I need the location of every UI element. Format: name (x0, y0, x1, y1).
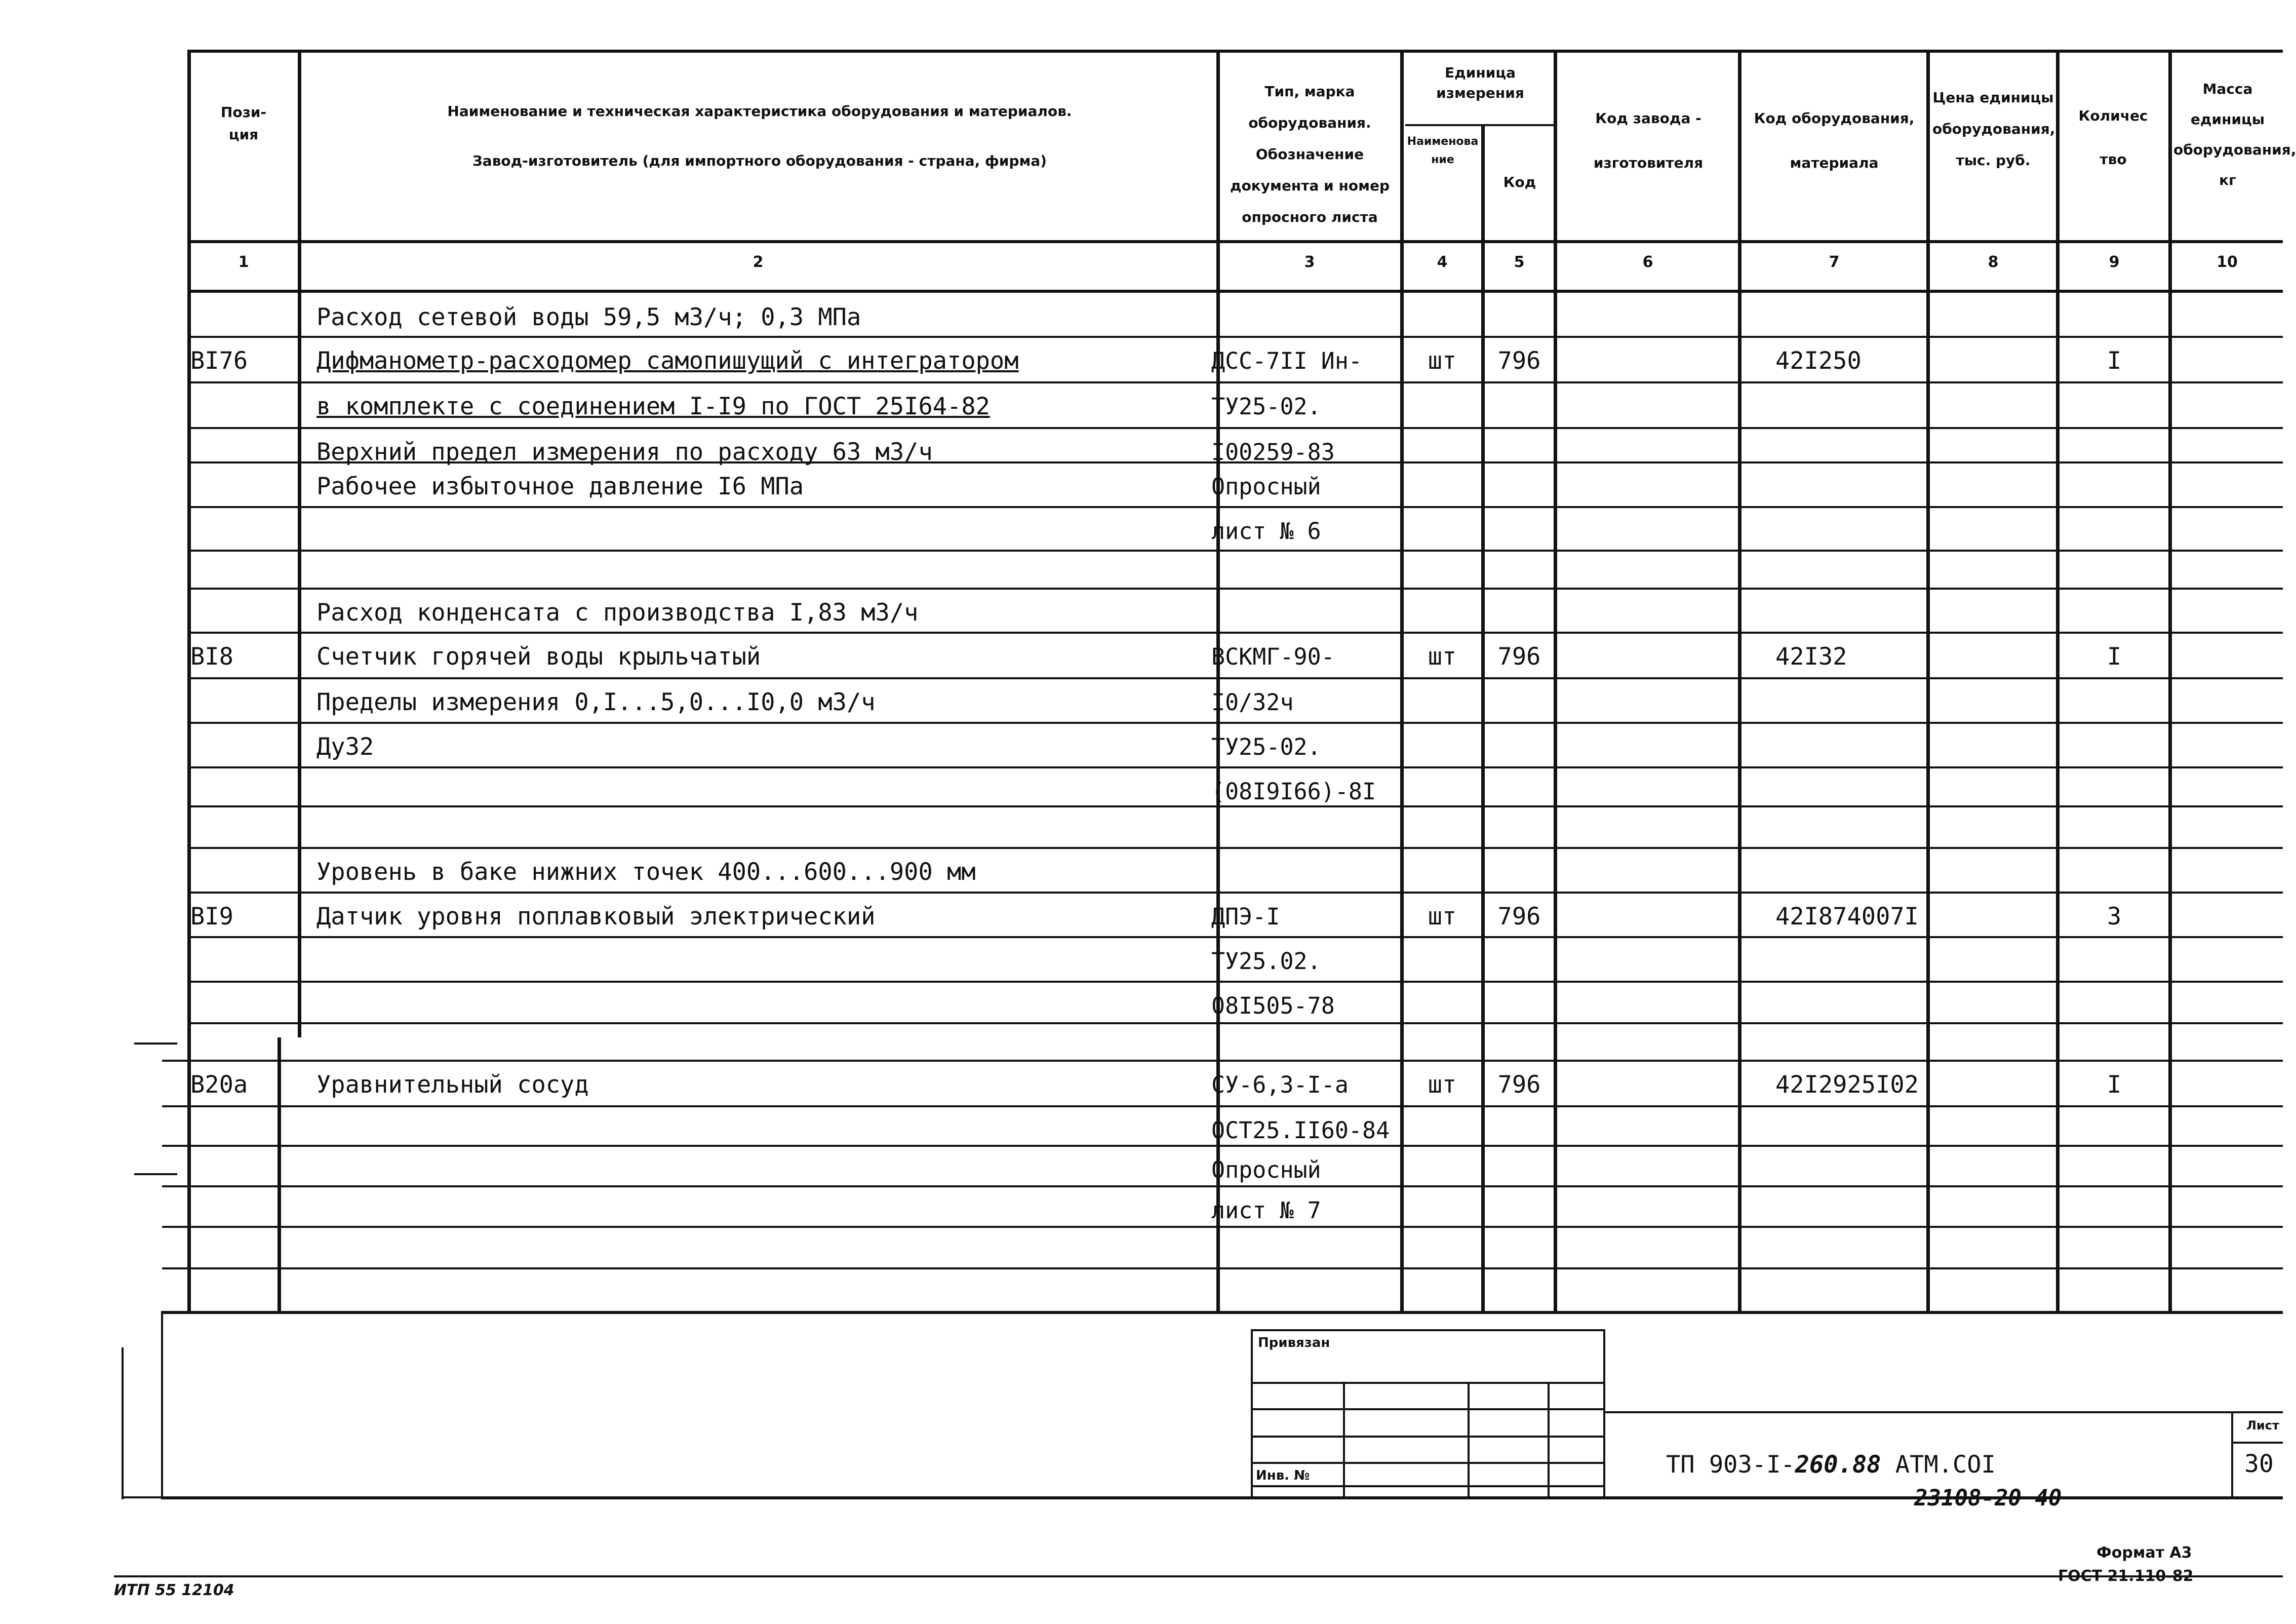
type-cell: ВСКМГ-90- (1211, 643, 1335, 670)
itp-label: ИТП 55 12104 (114, 1581, 234, 1599)
name-cell: Уравнительный сосуд (316, 1071, 589, 1099)
table-bottom-border (162, 1311, 2283, 1314)
col-border-7 (1926, 50, 1930, 1311)
header-equip-code: Код оборудования, материала (1754, 110, 1915, 171)
header-qty: Количество (2078, 107, 2148, 168)
format-label: Формат А3 (2096, 1544, 2192, 1562)
type-cell: ДПЭ-I (1211, 903, 1280, 930)
colnum-2: 2 (753, 253, 764, 271)
row-separator (162, 1105, 2283, 1107)
quantity-cell: 3 (2107, 903, 2122, 931)
colnum-5: 5 (1514, 253, 1525, 271)
footer-rule (114, 1575, 2283, 1577)
quantity-cell: I (2107, 347, 2122, 375)
colnum-bottom-border (187, 290, 2283, 293)
row-separator (187, 722, 2283, 724)
margin-binding-bottom (122, 1496, 164, 1498)
sheet-box-top (2231, 1411, 2283, 1413)
row-separator (162, 1145, 2283, 1147)
privyazan-div-2 (1468, 1382, 1470, 1496)
privyazan-div-3 (1548, 1382, 1550, 1496)
unit-cell: шт (1428, 903, 1457, 931)
docnum-top (1603, 1411, 2231, 1413)
position-cell: BI8 (190, 643, 233, 671)
name-cell: Расход сетевой воды 59,5 м3/ч; 0,3 МПа (316, 303, 861, 331)
type-cell: 08I505-78 (1211, 992, 1335, 1019)
colnum-4: 4 (1437, 253, 1448, 271)
privyazan-div-1 (1343, 1382, 1345, 1496)
type-cell: (08I9I66)-8I (1211, 778, 1376, 805)
row-separator (187, 336, 2283, 338)
col-border-6 (1738, 50, 1741, 1311)
row-separator (187, 677, 2283, 679)
header-unit: Единица измерения (1436, 64, 1524, 101)
privyazan-line-1 (1251, 1382, 1605, 1384)
document-suffix: АТМ.COI (1881, 1451, 1996, 1479)
equip-code-cell: 42I32 (1775, 643, 1847, 671)
unit-cell: шт (1428, 347, 1457, 375)
row-separator (187, 981, 2283, 983)
privyazan-line-2 (1251, 1408, 1605, 1410)
sheet-box-left (2231, 1411, 2233, 1496)
inv-no-label: Инв. № (1256, 1468, 1310, 1483)
row-separator (187, 588, 2283, 590)
col-border-3 (1400, 50, 1404, 1311)
colnum-10: 10 (2216, 253, 2238, 271)
name-cell: Дифманометр-расходомер самопишущий с интегратором (316, 347, 1019, 375)
code-cell: 796 (1497, 643, 1541, 671)
document-number (1666, 1451, 1996, 1479)
row-separator (187, 766, 2283, 768)
code-cell: 796 (1497, 347, 1541, 375)
unit-cell: шт (1428, 1071, 1457, 1099)
type-cell: лист № 7 (1211, 1197, 1321, 1224)
margin-mark-2 (134, 1173, 177, 1175)
privyazan-left (1251, 1329, 1253, 1496)
type-cell: ТУ25-02. (1211, 733, 1321, 760)
row-separator (187, 427, 2283, 429)
name-cell: Ду32 (316, 733, 374, 761)
privyazan-line-5 (1251, 1485, 1605, 1487)
equip-code-cell: 42I874007I (1775, 903, 1919, 931)
type-cell: Опросный (1211, 473, 1321, 500)
sheet-label: Лист (2246, 1418, 2279, 1433)
type-cell: ТУ25-02. (1211, 393, 1321, 420)
name-cell: Уровень в баке нижних точек 400...600...900 мм (316, 858, 976, 886)
type-cell: Опросный (1211, 1156, 1321, 1183)
privyazan-top (1251, 1329, 1605, 1331)
type-cell: ДСС-7II Ин- (1211, 347, 1363, 374)
position-cell: BI76 (190, 347, 248, 375)
colnum-1: 1 (238, 253, 249, 271)
colnum-6: 6 (1642, 253, 1653, 271)
quantity-cell: I (2107, 643, 2122, 671)
col-border-1b (278, 1037, 281, 1311)
col-border-4 (1481, 124, 1485, 1311)
row-separator (187, 1022, 2283, 1024)
sheet-box-mid (2231, 1442, 2283, 1444)
name-cell: Расход конденсата с производства I,83 м3/ч (316, 599, 919, 627)
equip-code-cell: 42I2925I02 (1775, 1071, 1919, 1099)
type-cell: I00259-83 (1211, 439, 1335, 466)
quantity-cell: I (2107, 1071, 2122, 1099)
header-type: Тип, марка оборудования. Обозначение документа и номер опросного листа (1230, 83, 1390, 225)
table-top-border (187, 50, 2283, 53)
row-separator (187, 892, 2283, 894)
name-cell: Датчик уровня поплавковый электрический (316, 903, 876, 931)
header-name-line1: Наименование и техническая характеристика оборудования и материалов. (447, 103, 1072, 120)
row-separator (187, 550, 2283, 552)
header-price: Цена единицы оборудования, тыс. руб. (1932, 89, 2055, 169)
row-separator (162, 1267, 2283, 1269)
colnum-9: 9 (2109, 253, 2120, 271)
row-separator (162, 1226, 2283, 1228)
type-cell: СУ-6,3-I-а (1211, 1071, 1349, 1098)
row-separator (187, 847, 2283, 849)
header-unit-name: Наименование (1407, 135, 1479, 166)
name-cell: Рабочее избыточное давление I6 МПа (316, 473, 804, 500)
sheet-number: 30 (2244, 1450, 2274, 1478)
col-border-5 (1554, 50, 1557, 1311)
header-bottom-border (187, 240, 2283, 243)
handwritten-reference: 23108-20 40 (1914, 1485, 2062, 1511)
code-cell: 796 (1497, 903, 1541, 931)
header-plant-code: Код завода - изготовителя (1593, 110, 1704, 171)
colnum-3: 3 (1304, 253, 1315, 271)
row-separator (162, 1060, 2283, 1062)
type-cell: ОСТ25.II60-84 (1211, 1117, 1390, 1144)
type-cell: лист № 6 (1211, 518, 1321, 545)
name-cell: Пределы измерения 0,I...5,0...I0,0 м3/ч (316, 688, 876, 716)
col-border-9 (2168, 50, 2172, 1311)
margin-mark-1 (134, 1042, 177, 1045)
code-cell: 796 (1497, 1071, 1541, 1099)
header-unit-code: Код (1503, 174, 1536, 190)
header-mass: Масса единицы оборудования, кг (2173, 81, 2296, 188)
colnum-8: 8 (1988, 253, 1999, 271)
privyazan-label: Привязан (1258, 1335, 1330, 1350)
position-cell: BI9 (190, 903, 233, 931)
col-border-1 (298, 50, 301, 1037)
privyazan-line-4 (1251, 1462, 1605, 1464)
row-separator (187, 381, 2283, 383)
unit-cell: шт (1428, 643, 1457, 671)
gost-label: ГОСТ 21.110-82 (2058, 1567, 2194, 1585)
row-separator (162, 1185, 2283, 1187)
margin-binding-line (122, 1347, 124, 1499)
position-cell: B20а (190, 1071, 248, 1099)
name-cell: в комплекте с соединением I-I9 по ГОСТ 25I64-82 (316, 393, 990, 420)
margin-frame-left (161, 1311, 163, 1499)
document-prefix: ТП 903-I- (1666, 1451, 1795, 1479)
header-position: Пози- ция (220, 104, 267, 143)
row-separator (187, 506, 2283, 508)
privyazan-line-3 (1251, 1436, 1605, 1438)
col-border-8 (2056, 50, 2060, 1311)
type-cell: ТУ25.02. (1211, 948, 1321, 975)
type-cell: I0/32ч (1211, 689, 1294, 716)
row-separator (187, 936, 2283, 938)
equip-code-cell: 42I250 (1775, 347, 1862, 375)
col-border-left (187, 50, 191, 1311)
name-cell: Счетчик горячей воды крыльчатый (316, 643, 761, 671)
document-handwritten: 260.88 (1795, 1451, 1881, 1479)
name-cell: Верхний предел измерения по расходу 63 м3/ч (316, 438, 933, 466)
row-separator (187, 632, 2283, 634)
colnum-7: 7 (1829, 253, 1840, 271)
header-name-line2: Завод-изготовитель (для импортного оборудования - страна, фирма) (472, 152, 1047, 169)
